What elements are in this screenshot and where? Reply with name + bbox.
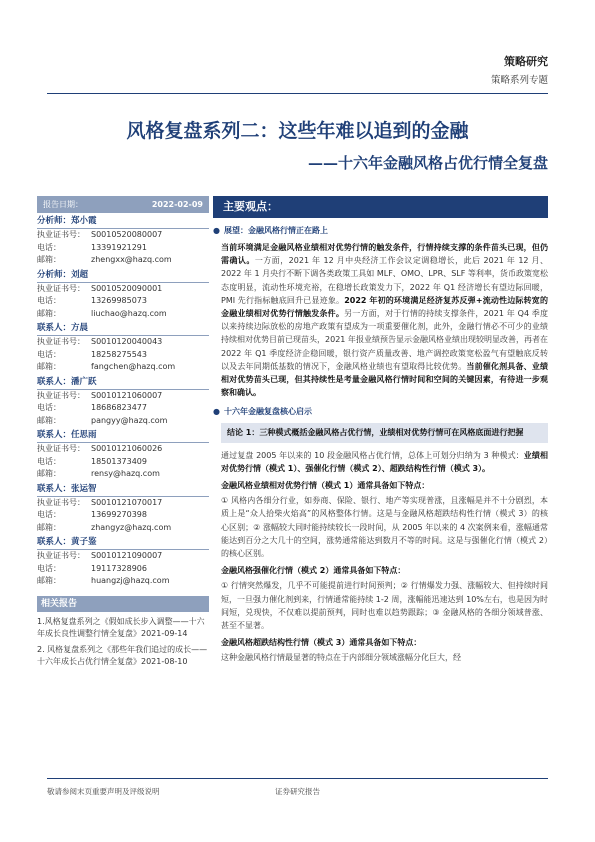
mode1-paragraph: ① 风格内各细分行业，如券商、保险、银行、地产等实现普涨，且涨幅是并不十分剧烈，本质上是“众人拾柴火焰高”的风格整体行情。这是与金融风格超跌结构性行情（模式 3）的核心区别；② 涨幅较大同时能持续较长一段时间，从 2005 年以来的 4 次案例来看，涨幅通常能达到百分之大几十的空间，涨势通常能达到数月不等的时间。这是与强催化行情（模式 2）的核心区别。 xyxy=(221,496,548,559)
analyst-name: 联系人：方晨 xyxy=(37,322,209,336)
main-content xyxy=(213,224,548,669)
contact-value: S0010120040043 xyxy=(91,337,163,346)
contact-label: 邮箱： xyxy=(37,255,61,264)
contact-label: 电话： xyxy=(37,403,61,412)
contact-value: S0010520080007 xyxy=(91,230,163,239)
analyst-contact-row xyxy=(37,295,209,308)
analyst-card xyxy=(37,322,209,374)
contact-label: 执业证书号： xyxy=(37,551,85,560)
contact-value[interactable]: zhengxx@hazq.com xyxy=(91,255,172,264)
contact-value[interactable]: fangchen@hazq.com xyxy=(91,362,176,371)
analyst-contact-row xyxy=(37,550,209,563)
contact-label: 电话： xyxy=(37,242,61,252)
contact-value: 19117328906 xyxy=(91,563,147,573)
analyst-name: 分析师：刘超 xyxy=(37,269,209,283)
footer-divider xyxy=(47,778,548,779)
analyst-name: 联系人：任思雨 xyxy=(37,429,209,443)
mode1-heading: 金融风格业绩相对优势行情（模式 1）通常具备如下特点： xyxy=(221,481,430,491)
analyst-card xyxy=(37,215,209,267)
analyst-contact-row xyxy=(37,456,209,469)
analyst-contact-row xyxy=(37,522,209,535)
contact-value[interactable]: rensy@hazq.com xyxy=(91,469,160,478)
report-category: 策略研究 xyxy=(504,55,548,68)
related-report-item[interactable]: 1.风格复盘系列之《假如成长步入调整——十六年成长良性调整行情全复盘》2021-09-14 xyxy=(37,616,205,638)
modes-paragraph: 通过复盘 2005 年以来的 10 段金融风格占优行情，总体上可划分归纳为 3 种模式：业绩相对优势行情（模式 1）、强催化行情（模式 2）、超跌结构性行情（模式 3）。 xyxy=(221,450,549,473)
page-title: 风格复盘系列二：这些年难以追到的金融 xyxy=(126,120,469,142)
mode2-paragraph: ① 行情突然爆发，几乎不可能提前进行时间预判；② 行情爆发力强、涨幅较大、但持续时间短，一旦强力催化剂到来，行情通常能持续 1-2 周，涨幅能迅速达到 10%左右，也是因为时间短，兑现快，不仅难以提前预判，同时也难以趋势跟踪；③ 金融风格的各细分领域普涨、甚至不显著。 xyxy=(221,581,548,631)
report-date-label: 报告日期： xyxy=(43,200,83,209)
related-reports-title: 相关报告 xyxy=(37,596,209,612)
contact-value: S0010121090007 xyxy=(91,551,163,560)
analyst-contact-row xyxy=(37,415,209,428)
contact-label: 邮箱： xyxy=(37,469,61,478)
contact-label: 电话： xyxy=(37,563,61,573)
analyst-list xyxy=(37,215,209,588)
analyst-contact-row xyxy=(37,468,209,481)
footer-report-type: 证券研究报告 xyxy=(275,787,320,796)
contact-value: 18258275543 xyxy=(91,349,147,359)
outlook-paragraph: 当前环境满足金融风格业绩相对优势行情的触发条件，行情持续支撑的条件苗头已现，但仍需确认。一方面，2021 年 12 月中央经济工作会议定调稳增长，此后 2021 年 12 月、2022 年 1 月央行不断下调各类政策工具如 MLF、OMO、LPR、SLF 等利率，货币政策宽松态度明显，流动性环境充裕，在稳增长政策发力下，2022 年 Q1 经济增长有望边际回暖，PMI 先行指标触底回升已显迹象。2022 年初的环境满足经济复苏反弹+流动性边际转宽的金融业绩相对优势行情触发条件。另一方面，对于行情的持续支撑条件，2021 年 Q4 季度以来持续边际放松的房地产政策有望成为一项重要催化剂，此外，金融行情必不可少的业绩持续相对优势目前已现苗头，2021 年报业绩预告显示金融风格业绩出现较明显改善，再者在 2022 年 Q1 季度经济企稳回暖，银行资产质量改善、地产调控政策宽松盈气有望触底反转以及去年同期低基数的情况下，金融风格业绩也有望取得比较优势。当前催化剂具备、业绩相对优势苗头已现，但其持续性是考量金融风格行情时间和空间的关键因素，有待进一步观察和确认。 xyxy=(221,243,549,398)
related-reports xyxy=(37,596,209,668)
analyst-name: 分析师：郑小霞 xyxy=(37,215,209,229)
outlook-heading: ● 展望：金融风格行情正在路上 xyxy=(213,226,328,235)
contact-value: S0010520090001 xyxy=(91,283,163,293)
page-subtitle: ——十六年金融风格占优行情全复盘 xyxy=(307,154,548,172)
contact-value: 18686823477 xyxy=(91,403,147,412)
analyst-contact-row xyxy=(37,497,209,510)
analyst-name: 联系人：张运智 xyxy=(37,483,209,497)
history-heading: ● 十六年金融复盘核心启示 xyxy=(213,407,312,417)
analyst-contact-row xyxy=(37,402,209,415)
contact-label: 执业证书号： xyxy=(37,230,85,239)
analyst-contact-row xyxy=(37,390,209,403)
report-date-bar xyxy=(37,196,209,213)
main-points-header: 主要观点： xyxy=(213,196,548,218)
analyst-contact-row xyxy=(37,361,209,374)
report-date-value: 2022-02-09 xyxy=(151,200,203,209)
contact-value[interactable]: liuchao@hazq.com xyxy=(91,308,167,318)
mode3-heading: 金融风格超跌结构性行情（模式 3）通常具备如下特点： xyxy=(221,638,422,648)
analyst-contact-row xyxy=(37,336,209,349)
analyst-contact-row xyxy=(37,229,209,242)
contact-label: 执业证书号： xyxy=(37,337,85,346)
analyst-contact-row xyxy=(37,575,209,588)
contact-value: 13699270398 xyxy=(91,510,147,519)
contact-label: 电话： xyxy=(37,456,61,466)
related-report-item[interactable]: 2. 风格复盘系列之《那些年我们追过的成长——十六年成长占优行情全复盘》2021-08-10 xyxy=(37,644,208,666)
analyst-card xyxy=(37,536,209,588)
analyst-contact-row xyxy=(37,283,209,296)
contact-label: 执业证书号： xyxy=(37,283,85,293)
conclusion-box: 结论 1：三种模式概括金融风格占优行情，业绩相对优势行情可在风格底面进行把握 xyxy=(221,423,548,442)
contact-value[interactable]: pangyy@hazq.com xyxy=(91,415,168,425)
mode2-heading: 金融风格强催化行情（模式 2）通常具备如下特点： xyxy=(221,566,406,576)
analyst-contact-row xyxy=(37,254,209,267)
contact-label: 电话： xyxy=(37,296,61,305)
analyst-card xyxy=(37,429,209,481)
contact-value: 13391921291 xyxy=(91,242,147,252)
analyst-name: 联系人：黄子鉴 xyxy=(37,536,209,550)
contact-label: 电话： xyxy=(37,510,61,519)
contact-value: S0010121070017 xyxy=(91,497,163,507)
contact-value: S0010121060007 xyxy=(91,390,163,400)
analyst-contact-row xyxy=(37,308,209,321)
contact-value: S0010121060026 xyxy=(91,444,163,453)
left-sidebar xyxy=(37,196,209,668)
contact-label: 执业证书号： xyxy=(37,444,85,453)
footer-disclaimer: 敬请参阅末页重要声明及评级说明 xyxy=(47,787,160,796)
contact-value: 13269985073 xyxy=(91,296,147,305)
contact-label: 邮箱： xyxy=(37,576,61,585)
bullet-icon: ● xyxy=(213,226,220,235)
contact-label: 电话： xyxy=(37,349,61,359)
analyst-card xyxy=(37,483,209,535)
contact-label: 邮箱： xyxy=(37,415,61,425)
analyst-card xyxy=(37,269,209,321)
header-divider xyxy=(47,93,548,94)
contact-label: 邮箱： xyxy=(37,522,61,532)
contact-value[interactable]: huangzj@hazq.com xyxy=(91,576,170,585)
contact-label: 邮箱： xyxy=(37,362,61,371)
analyst-contact-row xyxy=(37,563,209,576)
contact-value: 18501373409 xyxy=(91,456,147,466)
analyst-card xyxy=(37,376,209,428)
analyst-name: 联系人：潘广跃 xyxy=(37,376,209,390)
analyst-contact-row xyxy=(37,509,209,522)
report-subcategory: 策略系列专题 xyxy=(490,75,548,86)
contact-value[interactable]: zhangyz@hazq.com xyxy=(91,522,172,532)
analyst-contact-row xyxy=(37,242,209,255)
analyst-contact-row xyxy=(37,349,209,362)
analyst-contact-row xyxy=(37,443,209,456)
contact-label: 邮箱： xyxy=(37,308,61,318)
contact-label: 执业证书号： xyxy=(37,497,85,507)
contact-label: 执业证书号： xyxy=(37,390,85,400)
bullet-icon: ● xyxy=(213,407,220,417)
mode3-paragraph: 这种金融风格行情最显著的特点在于内部细分领域涨幅分化巨大，经 xyxy=(221,653,461,663)
